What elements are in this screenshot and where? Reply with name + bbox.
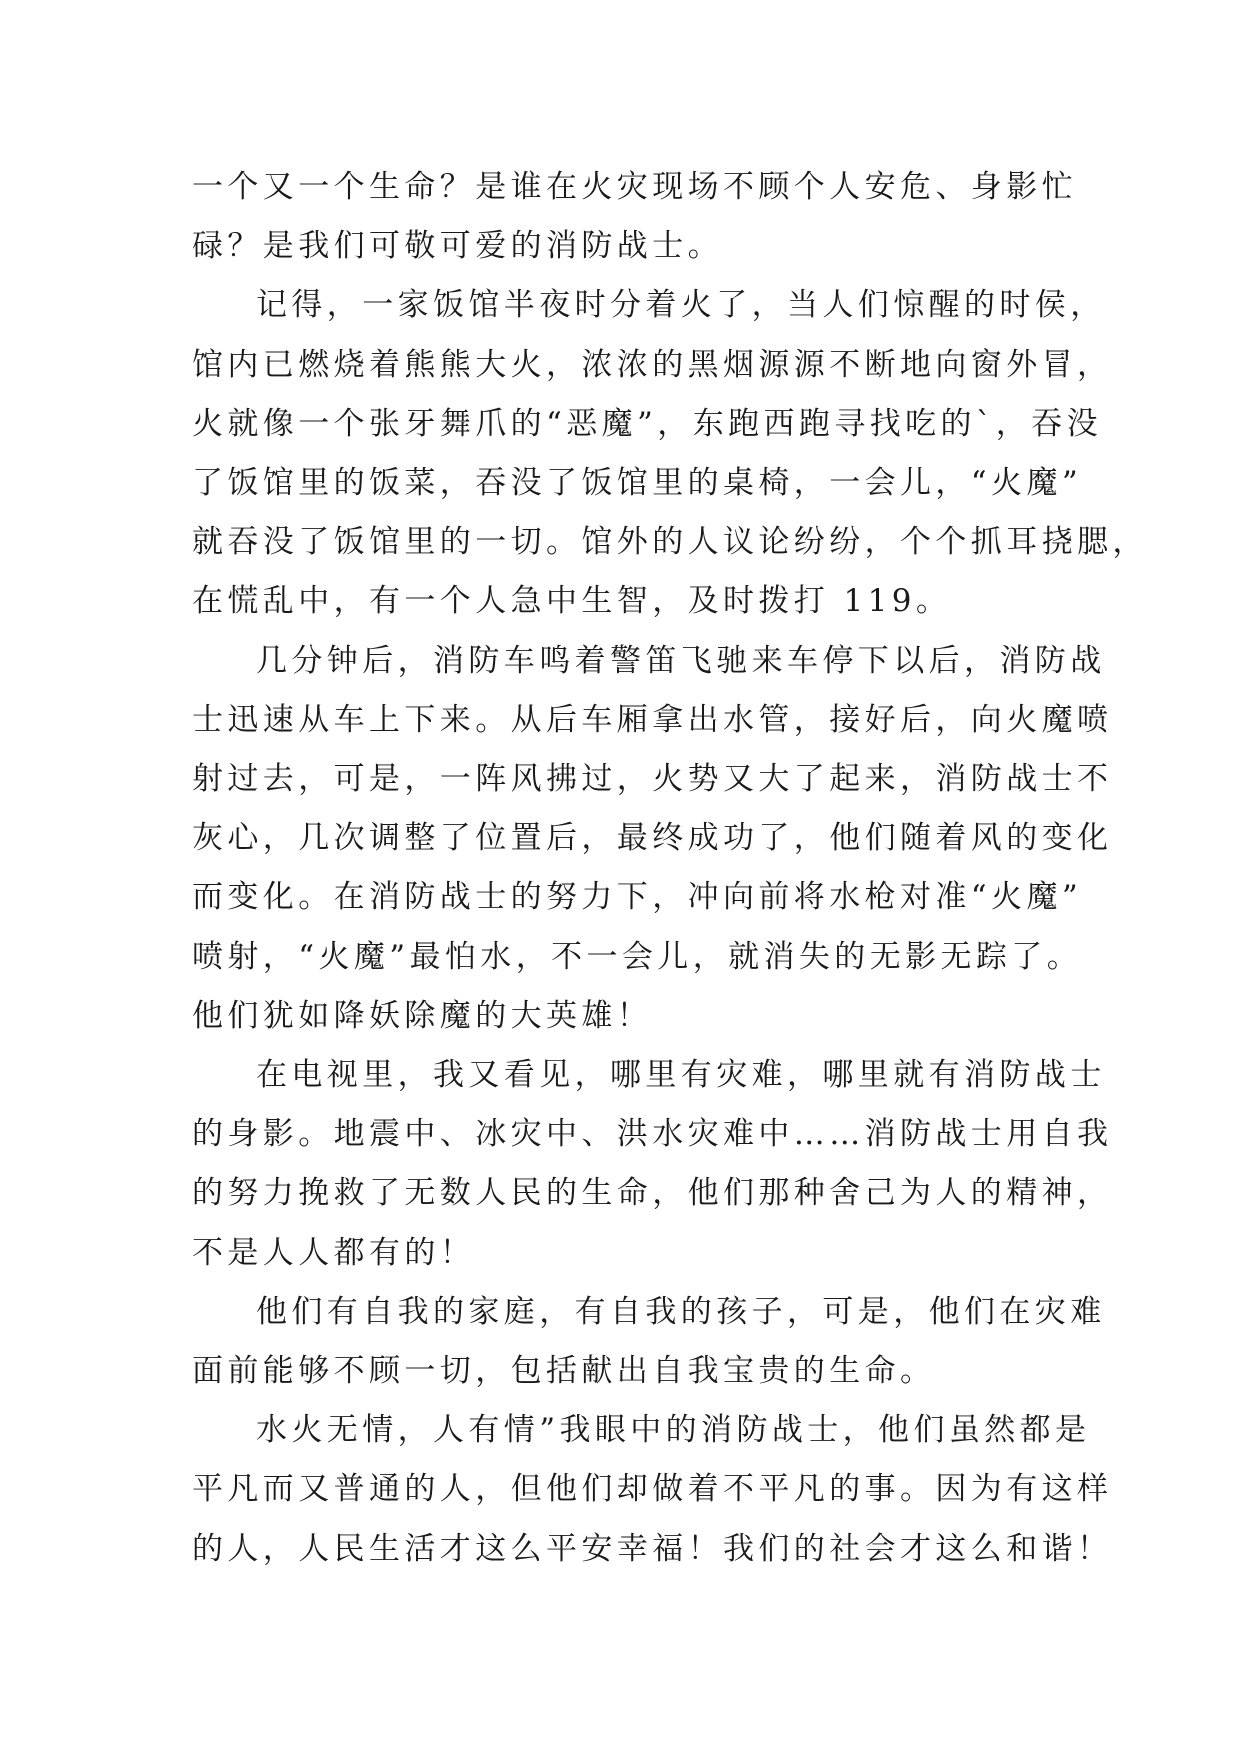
paragraph-2	[192, 276, 1148, 631]
paragraph-5	[192, 1283, 1106, 1401]
text-line: 喷射，“火魔”最怕水，不一会儿，就消失的无影无踪了。	[192, 938, 1083, 975]
text-line: 不是人人都有的！	[192, 1234, 476, 1271]
text-line: 士迅速从车上下来。从后车厢拿出水管，接好后，向火魔喷	[192, 701, 1113, 738]
text-line: 而变化。在消防战士的努力下，冲向前将水枪对准“火魔”	[192, 879, 1083, 916]
document-body	[192, 158, 1148, 1579]
paragraph-4	[192, 1046, 1113, 1283]
text-line: 一个又一个生命？是谁在火灾现场不顾个人安危、身影忙	[192, 169, 1077, 205]
text-line: 平凡而又普通的人，但他们却做着不平凡的事。因为有这样	[192, 1471, 1113, 1508]
text-line: 面前能够不顾一切，包括献出自我宝贵的生命。	[192, 1353, 936, 1390]
text-line: 碌？是我们可敬可爱的消防战士。	[192, 228, 723, 265]
paragraph-1	[192, 158, 1077, 276]
paragraph-6	[192, 1401, 1113, 1579]
text-line: 水火无情，人有情”我眼中的消防战士，他们虽然都是	[256, 1412, 1091, 1449]
text-line: 几分钟后，消防车鸣着警笛飞驰来车停下以后，消防战	[256, 642, 1106, 679]
text-line: 在慌乱中，有一个人急中生智，及时拨打 119。	[192, 583, 952, 620]
text-line: 就吞没了饭馆里的一切。馆外的人议论纷纷，个个抓耳挠腮，	[192, 524, 1148, 561]
text-line: 馆内已燃烧着熊熊大火，浓浓的黑烟源源不断地向窗外冒，	[192, 346, 1113, 383]
text-line: 的努力挽救了无数人民的生命，他们那种舍己为人的精神，	[192, 1175, 1113, 1212]
text-line: 他们犹如降妖除魔的大英雄！	[192, 997, 653, 1034]
text-line: 在电视里，我又看见，哪里有灾难，哪里就有消防战士	[256, 1057, 1106, 1094]
text-line: 记得，一家饭馆半夜时分着火了，当人们惊醒的时侯，	[256, 287, 1106, 324]
paragraph-3	[192, 632, 1113, 1046]
text-line: 了饭馆里的饭菜，吞没了饭馆里的桌椅，一会儿，“火魔”	[192, 465, 1083, 502]
text-line: 的人，人民生活才这么平安幸福！我们的社会才这么和谐！	[192, 1530, 1113, 1567]
text-line: 的身影。地震中、冰灾中、洪水灾难中……消防战士用自我	[192, 1116, 1113, 1153]
text-line: 他们有自我的家庭，有自我的孩子，可是，他们在灾难	[256, 1293, 1106, 1330]
text-line: 灰心，几次调整了位置后，最终成功了，他们随着风的变化	[192, 820, 1113, 857]
text-line: 火就像一个张牙舞爪的“恶魔”，东跑西跑寻找吃的`，吞没	[192, 405, 1102, 442]
text-line: 射过去，可是，一阵风拂过，火势又大了起来，消防战士不	[192, 761, 1113, 798]
